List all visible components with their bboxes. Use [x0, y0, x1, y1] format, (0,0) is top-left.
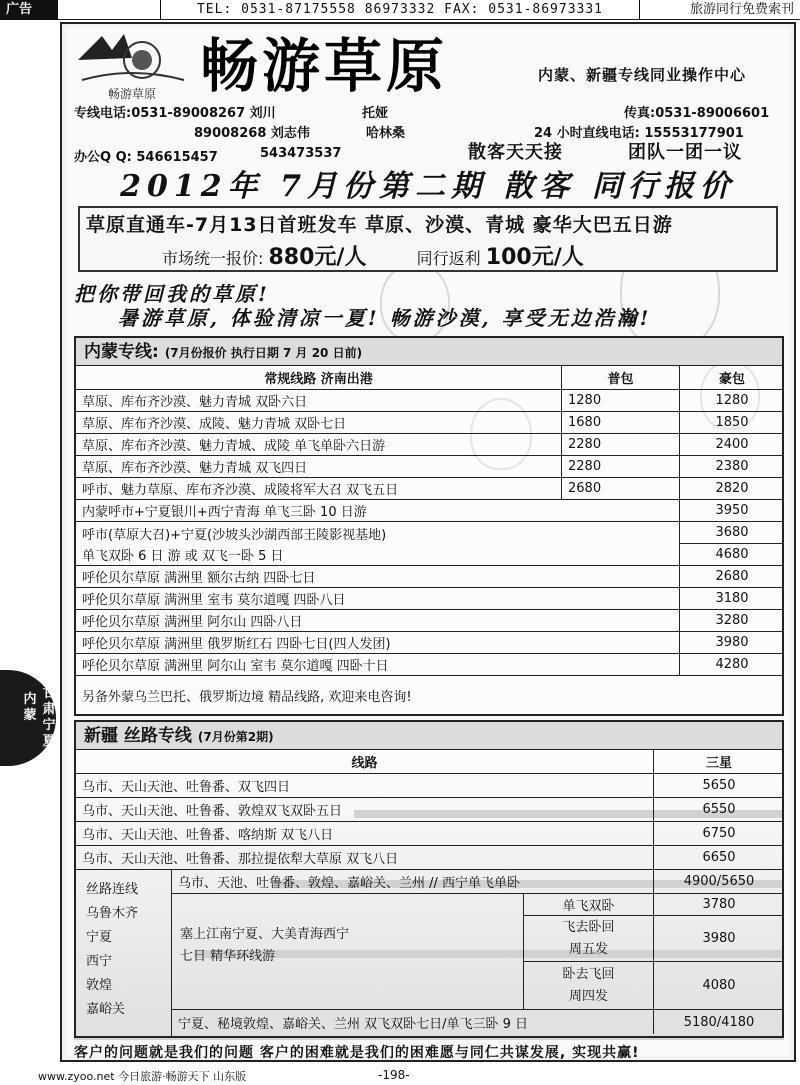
route-price: 4280: [715, 657, 749, 672]
combo-route: 宁夏、秘境敦煌、嘉峪关、兰州 双飞双卧七日/单飞三卧 9 日: [172, 1010, 654, 1034]
combo-option-price: 3780: [702, 897, 736, 912]
footer-note: 另备外蒙乌兰巴托、俄罗斯边境 精品线路, 欢迎来电咨询!: [82, 689, 412, 705]
slogan-left: 散客天天接: [468, 142, 563, 163]
svg-text:畅游草原: 畅游草原: [107, 87, 157, 101]
rebate-value: 100元/人: [485, 245, 584, 270]
section-note: (7月份第2期): [197, 730, 274, 744]
route-cell: 呼市、魅力草原、库布齐沙漠、成陵将军大召 双飞五日: [76, 478, 562, 499]
period-title: 2012年 7月份第二期 散客 同行报价: [120, 169, 736, 204]
combo-route: 乌市、天池、吐鲁番、敦煌、嘉峪关、兰州 // 西宁单飞单卧: [172, 870, 654, 893]
price-prefix: 市场统一报价:: [162, 249, 264, 268]
tagline-2: 暑游草原, 体验清凉一夏! 畅游沙漠, 享受无边浩瀚!: [118, 306, 652, 330]
standard-price: 2280: [562, 456, 680, 477]
hotline-24h: 24 小时直线电话: 15553177901: [534, 126, 744, 141]
table-row: [76, 544, 782, 566]
combo-option: [524, 916, 654, 961]
rebate-prefix: 同行返利: [416, 249, 481, 268]
combo-mid-line2: 七日 精华环线游: [180, 949, 276, 964]
route-price: 6550: [702, 802, 736, 817]
route-cell: 草原、库布齐沙漠、魅力青城 双飞四日: [76, 456, 562, 477]
brand-logo: [72, 30, 192, 104]
route-cell: 呼伦贝尔草原 满洲里 阿尔山 室韦 莫尔道嘎 四卧十日: [76, 654, 680, 675]
section-title: 内蒙专线:: [84, 342, 159, 362]
promo-price-line: [162, 240, 584, 271]
route-cell: 乌市、天山天池、吐鲁番、喀纳斯 双飞八日: [76, 822, 654, 845]
standard-price: 1280: [562, 390, 680, 411]
table-row: [76, 654, 782, 676]
combo-label: 敦煌: [86, 978, 113, 993]
combo-label: 嘉峪关: [86, 1002, 126, 1017]
table-header-row: [76, 750, 782, 774]
standard-price: 2280: [562, 434, 680, 455]
table-row: [76, 822, 782, 846]
route-cell: 内蒙呼市+宁夏银川+西宁青海 单飞三卧 10 日游: [76, 500, 680, 521]
col-standard: 普包: [562, 366, 680, 389]
col-luxury: 豪包: [718, 372, 745, 387]
combo-label: 西宁: [86, 954, 113, 969]
col-price: 三星: [705, 756, 732, 771]
table-row: [76, 478, 782, 500]
combo-option-row: [524, 916, 784, 962]
route-cell: 草原、库布齐沙漠、魅力青城、成陵 单飞单卧六日游: [76, 434, 562, 455]
combo-label: 丝路连线: [86, 882, 139, 897]
table-footer-row: [76, 676, 782, 714]
top-strip: [0, 0, 800, 20]
side-tab-gansu-ningxia: 甘肃宁夏: [42, 686, 56, 749]
combo-option-line: 卧去飞回: [562, 966, 615, 982]
table-row: [76, 798, 782, 822]
route-price: 5650: [702, 778, 736, 793]
footer-slogan: 客户的问题就是我们的问题 客户的困难就是我们的困难愿与同仁共谋发展, 实现共赢!: [74, 1045, 640, 1061]
route-price: 3680: [680, 522, 784, 544]
table-row: [76, 434, 782, 456]
route-cell: 呼伦贝尔草原 满洲里 俄罗斯红石 四卧七日(四人发团): [76, 632, 680, 653]
combo-label-column: [76, 870, 172, 1036]
inner-mongolia-section: [74, 336, 784, 716]
table-row: [76, 522, 782, 544]
section-header: [76, 338, 782, 366]
combo-row: [172, 1010, 784, 1034]
combo-option-line: 周四发: [568, 988, 608, 1004]
combo-option: 单飞双卧: [524, 894, 654, 915]
section-header: [76, 722, 782, 750]
combo-option-row: [524, 962, 784, 1010]
silk-road-combo-block: [76, 870, 784, 1036]
ad-label: 广告: [0, 0, 58, 20]
tel-fax-line: TEL: 0531-87175558 86973332 FAX: 0531-86973331: [160, 0, 640, 20]
combo-middle-route: [172, 894, 524, 1010]
col-route: 线路: [76, 750, 654, 773]
combo-option-line: 周五发: [568, 941, 608, 957]
section-title: 新疆 丝路专线: [84, 726, 192, 746]
qq-line-2: 543473537: [260, 146, 342, 161]
luxury-price: 1280: [715, 393, 749, 408]
route-cell: 乌市、天山天池、吐鲁番、双飞四日: [76, 774, 654, 797]
brand-subtitle: 内蒙、新疆专线同业操作中心: [538, 66, 747, 84]
combo-option-price: 4080: [702, 978, 736, 993]
col-route: 常规线路 济南出港: [76, 366, 562, 389]
route-cell: 呼伦贝尔草原 满洲里 额尔古纳 四卧七日: [76, 566, 680, 587]
table-row: [76, 632, 782, 654]
combo-option-line: 飞去卧回: [562, 919, 615, 935]
route-cell: 呼伦贝尔草原 满洲里 室韦 莫尔道嘎 四卧八日: [76, 588, 680, 609]
route-price: 2680: [715, 569, 749, 584]
route-price: 3280: [715, 613, 749, 628]
route-cell: 乌市、天山天池、吐鲁番、敦煌双飞双卧五日: [76, 798, 654, 821]
page-number: -198-: [378, 1068, 410, 1082]
fax-line: 传真:0531-89006601: [624, 106, 770, 121]
table-row: [76, 500, 782, 522]
combo-option: [524, 962, 654, 1009]
footer-website: www.zyoo.net 今日旅游·畅游天下 山东版: [38, 1070, 247, 1083]
route-price: 6750: [702, 826, 736, 841]
route-cell: 草原、库布齐沙漠、魅力青城 双卧六日: [76, 390, 562, 411]
table-row: [76, 588, 782, 610]
combo-price: 4900/5650: [683, 874, 755, 889]
table-row: [76, 610, 782, 632]
route-price: 3180: [715, 591, 749, 606]
slogan-right: 团队一团一议: [628, 142, 742, 163]
combo-price: 5180/4180: [683, 1014, 755, 1030]
table-row: [76, 390, 782, 412]
combo-mid-line1: 塞上江南宁夏、大美青海西宁: [180, 927, 350, 942]
section-note: (7月份报价 执行日期 7 月 20 日前): [164, 346, 363, 360]
route-price: 3980: [715, 635, 749, 650]
route-price: 6650: [702, 850, 736, 865]
table-row: [76, 774, 782, 798]
route-price: 4680: [715, 547, 749, 562]
route-cell: 单飞双卧 6 日 游 或 双飞一卧 5 日: [76, 544, 680, 565]
hotline-2-contact2: 哈林桑: [366, 126, 406, 141]
standard-price: 2680: [562, 478, 680, 499]
qq-line: 办公Q Q: 546615457: [74, 150, 218, 165]
table-row: [76, 846, 782, 870]
price-value: 880元/人: [268, 245, 367, 270]
luxury-price: 1850: [715, 415, 749, 430]
route-cell: 呼市(草原大召)+宁夏(沙坡头沙湖西部王陵影视基地): [76, 522, 680, 544]
table-header-row: [76, 366, 782, 390]
tagline-1: 把你带回我的草原!: [74, 282, 270, 306]
route-price: 3950: [715, 503, 749, 518]
index-label: 旅游同行免费索刊: [689, 2, 794, 17]
luxury-price: 2380: [715, 459, 749, 474]
standard-price: 1680: [562, 412, 680, 433]
luxury-price: 2400: [715, 437, 749, 452]
combo-label: 乌鲁木齐: [86, 906, 139, 921]
side-tab-inner-mongolia: 内蒙: [23, 692, 37, 723]
brand-title: 畅游草原: [200, 32, 449, 100]
hotline-1-contact2: 托娅: [362, 106, 389, 121]
luxury-price: 2820: [715, 481, 749, 496]
hotline-2: 89008268 刘志伟: [194, 126, 310, 141]
combo-label: 宁夏: [86, 930, 113, 945]
hotline-1: 专线电话:0531-89008267 刘川: [74, 106, 276, 121]
xinjiang-section: [74, 720, 784, 1038]
combo-option-price: 3980: [702, 931, 736, 946]
table-row: [76, 412, 782, 434]
route-cell: 呼伦贝尔草原 满洲里 阿尔山 四卧八日: [76, 610, 680, 631]
route-cell: 草原、库布齐沙漠、成陵、魅力青城 双卧七日: [76, 412, 562, 433]
promo-headline: 草原直通车-7月13日首班发车 草原、沙漠、青城 豪华大巴五日游: [86, 214, 673, 236]
table-row: [76, 566, 782, 588]
combo-option-row: [524, 894, 784, 916]
combo-row: [172, 870, 784, 894]
route-cell: 乌市、天山天池、吐鲁番、那拉提依犁大草原 双飞八日: [76, 846, 654, 869]
table-row: [76, 456, 782, 478]
